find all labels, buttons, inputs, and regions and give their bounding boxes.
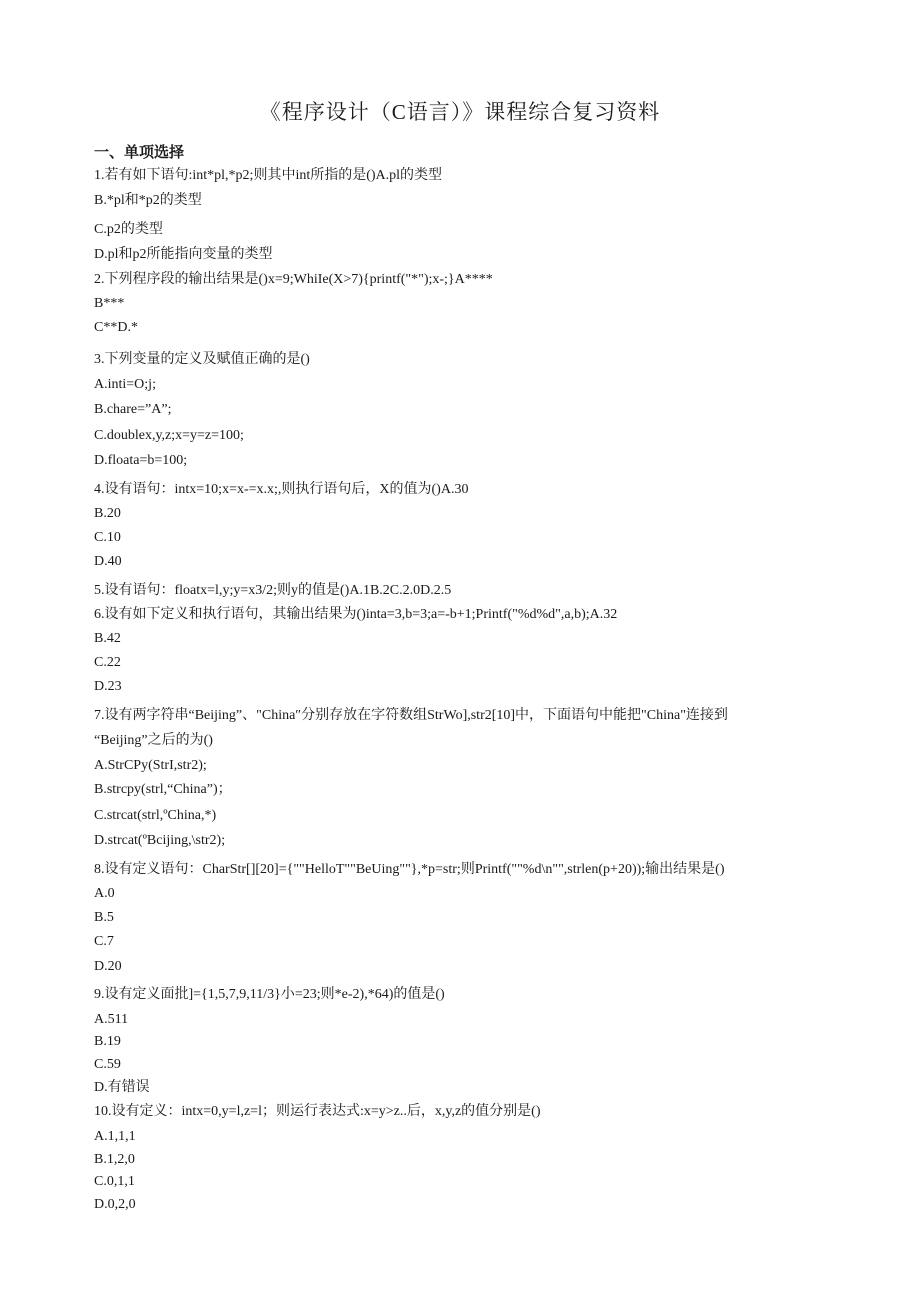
question-line: C.doublex,y,z;x=y=z=100; [94, 428, 244, 443]
question-line: A.1,1,1 [94, 1129, 136, 1144]
question-line: C.7 [94, 934, 114, 949]
question-line: C.p2的类型 [94, 222, 163, 237]
question-line: A.0 [94, 886, 115, 901]
question-line: D.有错误 [94, 1080, 150, 1095]
question-line: D.floata=b=100; [94, 453, 188, 468]
question-line: D.0,2,0 [94, 1197, 136, 1212]
question-line: B.chare=”A”; [94, 402, 172, 417]
question-line: B.5 [94, 910, 114, 925]
question-line: B.19 [94, 1034, 121, 1049]
document-title: 《程序设计（C语言）》课程综合复习资料 [259, 100, 661, 124]
question-line: B.42 [94, 631, 121, 646]
question-line: D.strcat(ºBcijing,\str2); [94, 833, 226, 848]
question-line: D.40 [94, 554, 122, 569]
question-line: D.23 [94, 679, 122, 694]
question-line: A.StrCPy(StrI,str2); [94, 758, 207, 773]
question-line: 1.若有如下语句:int*pl,*p2;则其中int所指的是()A.pl的类型 [94, 168, 443, 183]
question-line: C.59 [94, 1057, 121, 1072]
question-line: C.strcat(strl,ºChina,*) [94, 808, 217, 823]
question-line: D.20 [94, 959, 122, 974]
question-line: B*** [94, 296, 125, 311]
section-heading: 一、单项选择 [94, 143, 185, 161]
question-line: 9.设有定义面批]={1,5,7,9,11/3}小=23;则*e-2),*64)的值是() [94, 987, 445, 1002]
question-line: 10.设有定义：intx=0,y=l,z=l；则运行表达式:x=y>z..后，x,y,z的值分别是() [94, 1104, 541, 1119]
question-line: B.20 [94, 506, 121, 521]
question-line: B.1,2,0 [94, 1152, 135, 1167]
question-line: B.strcpy(strl,“China”)； [94, 782, 232, 797]
question-line: 7.设有两字符串“Beijing”、"China″分别存放在字符数组StrWo],str2[10]中，下面语句中能把"China"连接到 [94, 708, 728, 723]
question-line: C.0,1,1 [94, 1174, 135, 1189]
question-line: C.22 [94, 655, 121, 670]
question-line: 6.设有如下定义和执行语句，其输出结果为()inta=3,b=3;a=-b+1;Printf("%d%d",a,b);A.32 [94, 607, 618, 622]
question-line: D.pl和p2所能指向变量的类型 [94, 247, 273, 262]
question-line: “Beijing”之后的为() [94, 733, 213, 748]
question-line: 8.设有定义语句：CharStr[][20]={""HelloT""BeUing""},*p=str;则Printf(""%d\n"",strlen(p+20));输出结果是() [94, 862, 725, 877]
question-line: 3.下列变量的定义及赋值正确的是() [94, 352, 310, 367]
question-line: C**D.* [94, 320, 138, 335]
question-line: B.*pl和*p2的类型 [94, 193, 202, 208]
question-line: 4.设有语句：intx=10;x=x-=x.x;,则执行语句后，X的值为()A.30 [94, 482, 469, 497]
question-line: 5.设有语句：floatx=l,y;y=x3/2;则y的值是()A.1B.2C.2.0D.2.5 [94, 583, 452, 598]
question-line: 2.下列程序段的输出结果是()x=9;WhiIe(X>7){printf("*");x-;}A**** [94, 272, 493, 287]
question-line: A.511 [94, 1012, 129, 1027]
question-line: A.inti=O;j; [94, 377, 156, 392]
question-line: C.10 [94, 530, 121, 545]
